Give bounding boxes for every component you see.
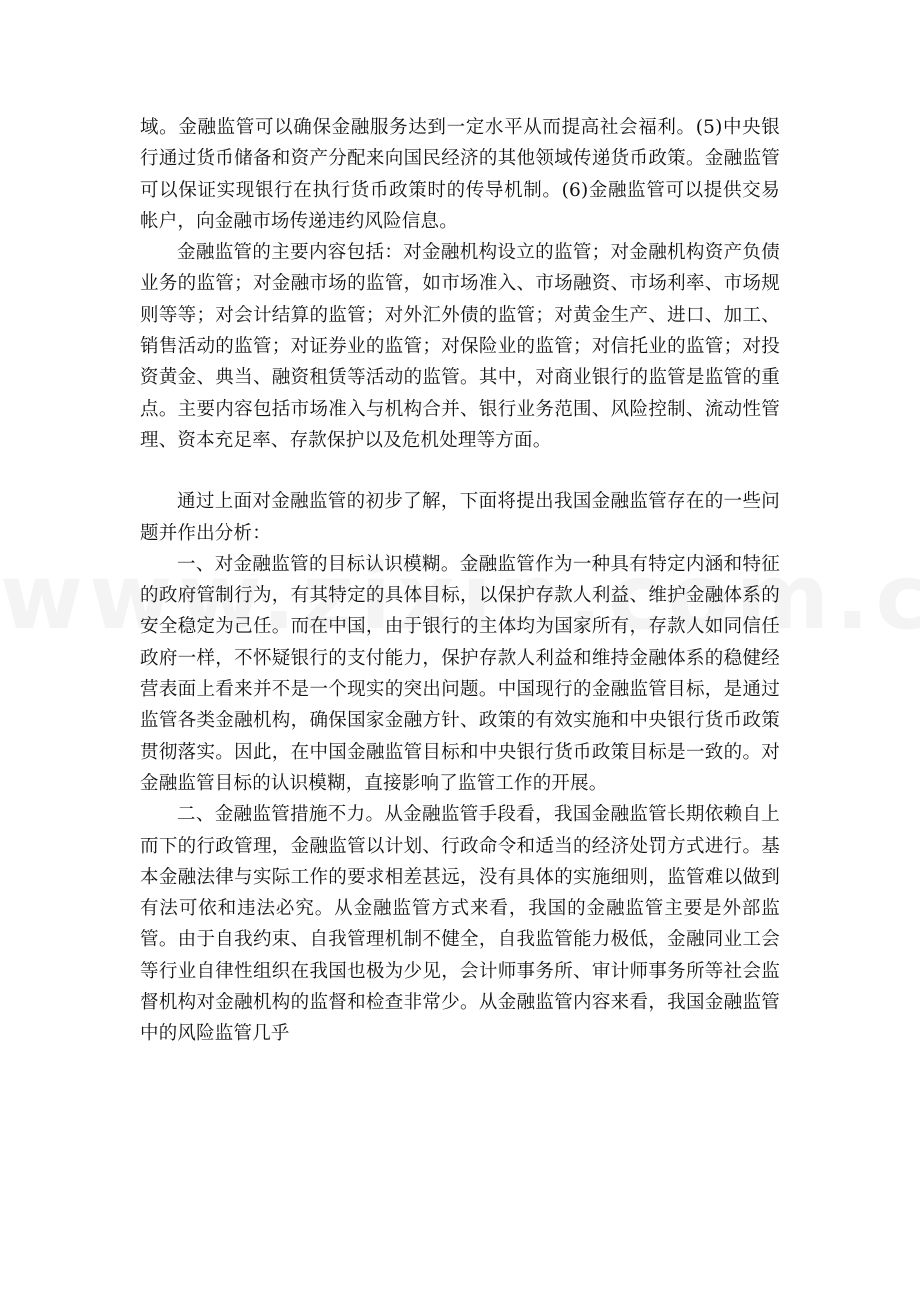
paragraph-supervision-content: 金融监管的主要内容包括：对金融机构设立的监管；对金融机构资产负债业务的监管；对金融市场的监管，如市场准入、市场融资、市场利率、市场规则等等；对会计结算的监管；对外汇外债的监管；对黄金生产、进口、加工、销售活动的监管；对证券业的监管；对保险业的监管；对信托业的监管；对投资黄金、典当、融资租赁等活动的监管。其中，对商业银行的监管是监管的重点。主要内容包括市场准入与机构合并、银行业务范围、风险控制、流动性管理、资本充足率、存款保护以及危机处理等方面。 xyxy=(140,242,780,451)
document-body xyxy=(140,112,780,1050)
paragraph-intro-problems: 通过上面对金融监管的初步了解，下面将提出我国金融监管存在的一些问题并作出分析： xyxy=(140,491,780,544)
paragraph-problem-1: 一、对金融监管的目标认识模糊。金融监管作为一种具有特定内涵和特征的政府管制行为，有其特定的具体目标，以保护存款人利益、维护金融体系的安全稳定为己任。而在中国，由于银行的主体均为国家所有，存款人如同信任政府一样，不怀疑银行的支付能力，保护存款人利益和维持金融体系的稳健经营表面上看来并不是一个现实的突出问题。中国现行的金融监管目标，是通过监管各类金融机构，确保国家金融方针、政策的有效实施和中央银行货币政策贯彻落实。因此，在中国金融监管目标和中央银行货币政策目标是一致的。对金融监管目标的认识模糊，直接影响了监管工作的开展。 xyxy=(140,553,780,794)
paragraph-problem-2: 二、金融监管措施不力。从金融监管手段看，我国金融监管长期依赖自上而下的行政管理，金融监管以计划、行政命令和适当的经济处罚方式进行。基本金融法律与实际工作的要求相差甚远，没有具体的实施细则，监管难以做到有法可依和违法必究。从金融监管方式来看，我国的金融监管主要是外部监管。由于自我约束、自我管理机制不健全，自我监管能力极低，金融同业工会等行业自律性组织在我国也极为少见，会计师事务所、审计师事务所等社会监督机构对金融机构的监督和检查非常少。从金融监管内容来看，我国金融监管中的风险监管几乎 xyxy=(140,804,780,1045)
paragraph-continuation: 域。金融监管可以确保金融服务达到一定水平从而提高社会福利。(5)中央银行通过货币储备和资产分配来向国民经济的其他领域传递货币政策。金融监管可以保证实现银行在执行货币政策时的传导机制。(6)金融监管可以提供交易帐户，向金融市场传递违约风险信息。 xyxy=(140,117,780,232)
paragraph-gap xyxy=(140,456,780,486)
